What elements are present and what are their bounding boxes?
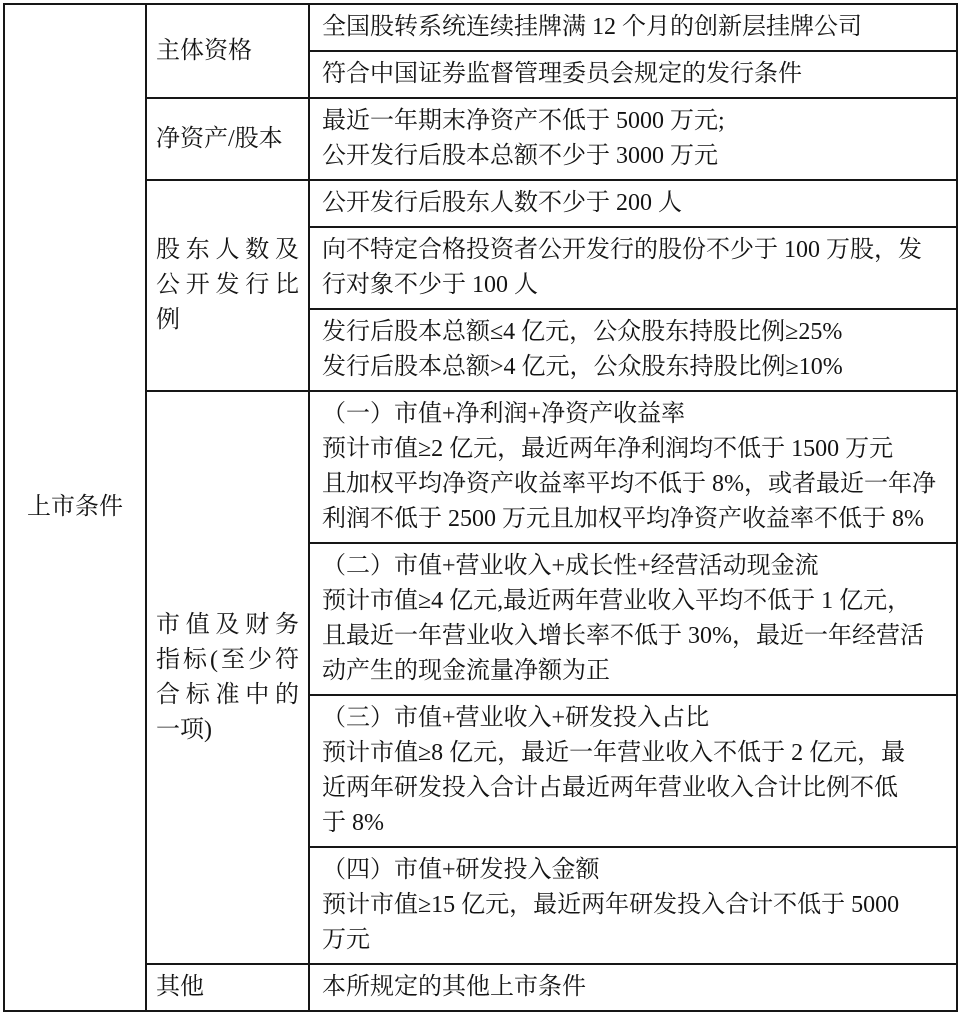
text-line: 预计市值≥4 亿元,最近两年营业收入平均不低于 1 亿元， [322,588,912,614]
category-other [146,964,309,1011]
condition-cell-standard-3 [309,695,957,847]
text-line: 利润不低于 2500 万元且加权平均净资产收益率不低于 8% [322,506,924,532]
text-line: （三）市值+营业收入+研发投入占比 [322,705,710,731]
condition-cell [309,227,957,309]
text-line: 预计市值≥2 亿元，最近两年净利润均不低于 1500 万元 [322,436,894,462]
text-line: 于 8% [322,810,384,836]
text-line: 预计市值≥15 亿元，最近两年研发投入合计不低于 5000 [322,892,900,918]
text-line: 且加权平均净资产收益率平均不低于 8%，或者最近一年净 [322,471,936,497]
text-line: 预计市值≥8 亿元，最近一年营业收入不低于 2 亿元，最 [322,740,906,766]
table-row [4,180,957,227]
text-line: 符合中国证券监督管理委员会规定的发行条件 [322,61,802,87]
category-label: 其他 [156,974,204,1000]
category-label-line: 一项) [156,716,212,743]
condition-cell [309,180,957,227]
category-market-cap-financial-indicators [146,391,309,964]
text-line: 本所规定的其他上市条件 [322,974,586,1000]
condition-cell [309,98,957,180]
rowspan-header-listing-conditions [4,4,146,1011]
text-line: 发行后股本总额≤4 亿元，公众股东持股比例≥25% [322,319,843,345]
category-label: 主体资格 [156,37,252,64]
text-line: 行对象不少于 100 人 [322,272,538,298]
condition-cell-standard-4 [309,847,957,964]
category-net-assets-share-capital [146,98,309,180]
text-line: 公开发行后股本总额不少于 3000 万元 [322,143,718,169]
category-label-line: 例 [156,307,180,333]
text-line: 全国股转系统连续挂牌满 12 个月的创新层挂牌公司 [322,14,862,40]
table-row [4,391,957,543]
table-row [4,4,957,51]
table-row [4,98,957,180]
text-line: 动产生的现金流量净额为正 [322,658,610,684]
text-line: （二）市值+营业收入+成长性+经营活动现金流 [322,553,819,579]
condition-cell [309,964,957,1011]
text-line: （一）市值+净利润+净资产收益率 [322,401,686,427]
category-label-line: 合标准中的 [156,681,299,708]
category-label-line: 股东人数及 [156,237,299,263]
listing-conditions-table [3,3,958,1012]
category-label-line: 指标(至少符 [156,646,299,673]
text-line: 公开发行后股东人数不少于 200 人 [322,190,682,216]
category-subject-qualification [146,4,309,98]
table-row [4,964,957,1011]
condition-cell-standard-1 [309,391,957,543]
text-line: 万元 [322,927,370,953]
category-shareholders-public-offering [146,180,309,391]
condition-cell [309,309,957,391]
category-label-line: 市值及财务 [156,611,299,638]
condition-cell-standard-2 [309,543,957,695]
condition-cell [309,51,957,98]
text-line: 且最近一年营业收入增长率不低于 30%，最近一年经营活 [322,623,924,649]
row-header-label: 上市条件 [27,494,123,520]
category-label-line: 公开发行比 [156,272,299,298]
text-line: 向不特定合格投资者公开发行的股份不少于 100 万股，发 [322,237,922,263]
text-line: 最近一年期末净资产不低于 5000 万元; [322,108,725,134]
text-line: （四）市值+研发投入金额 [322,857,600,883]
text-line: 近两年研发投入合计占最近两年营业收入合计比例不低 [322,775,898,801]
condition-cell [309,4,957,51]
category-label: 净资产/股本 [156,125,283,152]
text-line: 发行后股本总额>4 亿元，公众股东持股比例≥10% [322,354,843,380]
